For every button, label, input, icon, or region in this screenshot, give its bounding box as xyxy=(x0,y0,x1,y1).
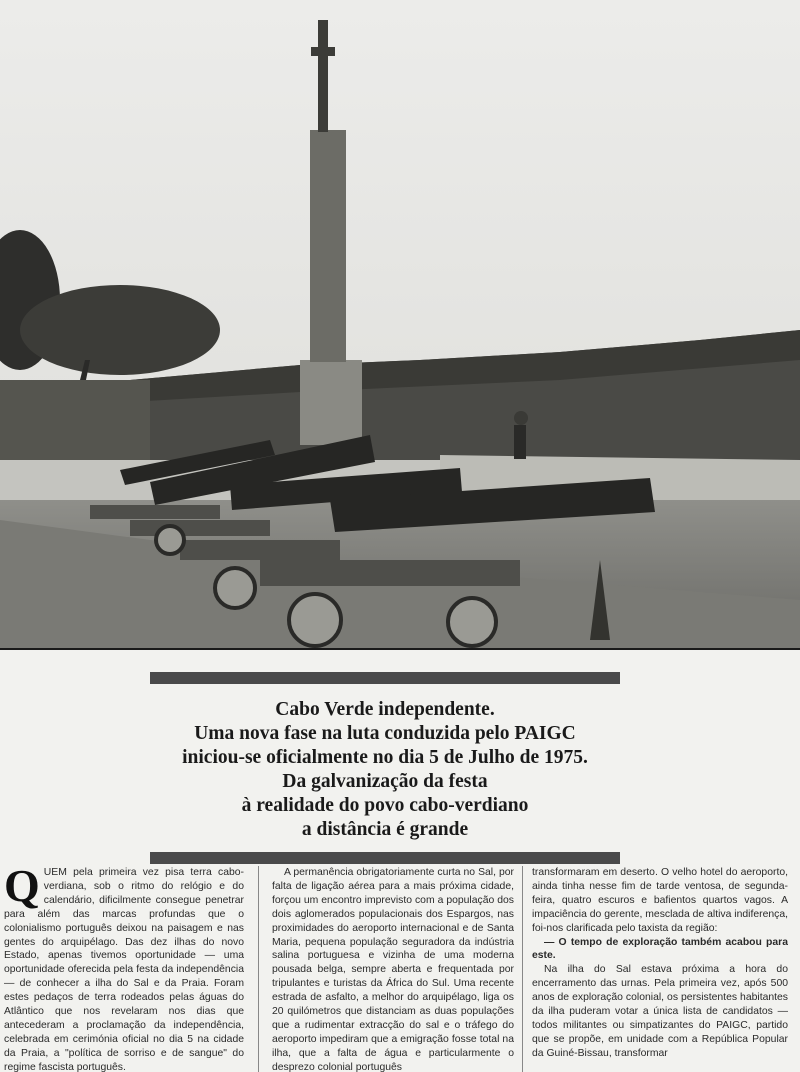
headline-line-5: à realidade do povo cabo-verdiano xyxy=(241,795,529,816)
headline-block xyxy=(150,672,620,864)
headline-line-4: Da galvanização da festa xyxy=(282,771,488,792)
drop-cap: Q xyxy=(4,866,40,911)
article-column-1-text: UEM pela primeira vez pisa terra cabo-verdiana, sob o ritmo do relógio e do calendário, dificilmente consegue penetrar para além das marcas profundas que o colonialismo português deixou na paisagem e nas gentes do arquipélago. Das dez ilhas do novo Estado, apenas tivemos oportunidade — uma oportunidade oferecida pela festa da independência — de conhecer a ilha do Sal e da Praia. Foram estes pedaços de terra rodeados pelas águas do Atlântico que nos revelaram nos dias que antecederam a proclamação da independência, celebrada em cerimónia oficial no dia 5 na cidade da Praia, a "política de sorriso e de sangue" do regime fascista português. xyxy=(4,867,244,1072)
article-column-3-subhead: — O tempo de exploração também acabou para este. xyxy=(532,936,788,962)
headline-line-6: a distância é grande xyxy=(301,819,469,840)
headline-line-3: iniciou-se oficialmente no dia 5 de Julho de 1975. xyxy=(182,747,588,768)
column-divider-2 xyxy=(522,866,523,1072)
article-column-2-text: A permanência obrigatoriamente curta no Sal, por falta de ligação aérea para a mais próxima cidade, forçou um encontro imprevisto com a população dos dois aglomerados populacionais dos Espargos, nas proximidades do aeroporto internacional e de Santa Maria, pequena população seguradora da indústria salina portuguesa e vizinha de uma moderna pousada belga, sempre aberta e frequentada por tripulantes e turistas da África do Sul. Uma recente estrada de asfalto, a melhor do arquipélago, liga os 20 quilómetros que distanciam as duas populações que a rudimentar extracção do sal e o tráfego do aeroporto impediram que a emigração fosse total na ilha, que a falta de água e particularmente o desprezo colonial português xyxy=(272,867,514,1072)
headline-title xyxy=(150,698,620,842)
article-column-3-paragraph-1: transformaram em deserto. O velho hotel do aeroporto, ainda tinha nesse fim de tarde ventosa, de segunda-feira, quatro escuros e bafientos quartos vagos. A impaciência do gerente, mesclada de altiva indiferença, foi-nos clarificada pelo taxista da região: xyxy=(532,867,788,934)
article-paragraph xyxy=(4,866,244,1072)
article-columns xyxy=(0,860,800,1072)
headline-line-1: Cabo Verde independente. xyxy=(275,699,495,720)
article-column-3-paragraph-3: Na ilha do Sal estava próxima a hora do encerramento das urnas. Pela primeira vez, após 500 anos de exploração colonial, os persistentes habitantes da ilha puderam votar a única lista de candidatos — todos militantes ou simpatizantes do PAIGC, partido que se propõe, em unidade com a República Popular da Guiné-Bissau, transformar xyxy=(532,964,788,1059)
article-column-3 xyxy=(532,866,788,1072)
headline-line-2: Uma nova fase na luta conduzida pelo PAIGC xyxy=(194,723,576,744)
headline-top-bar xyxy=(150,672,620,684)
column-divider-1 xyxy=(258,866,259,1072)
article-column-2 xyxy=(272,866,514,1072)
article-column-1 xyxy=(4,866,244,1072)
